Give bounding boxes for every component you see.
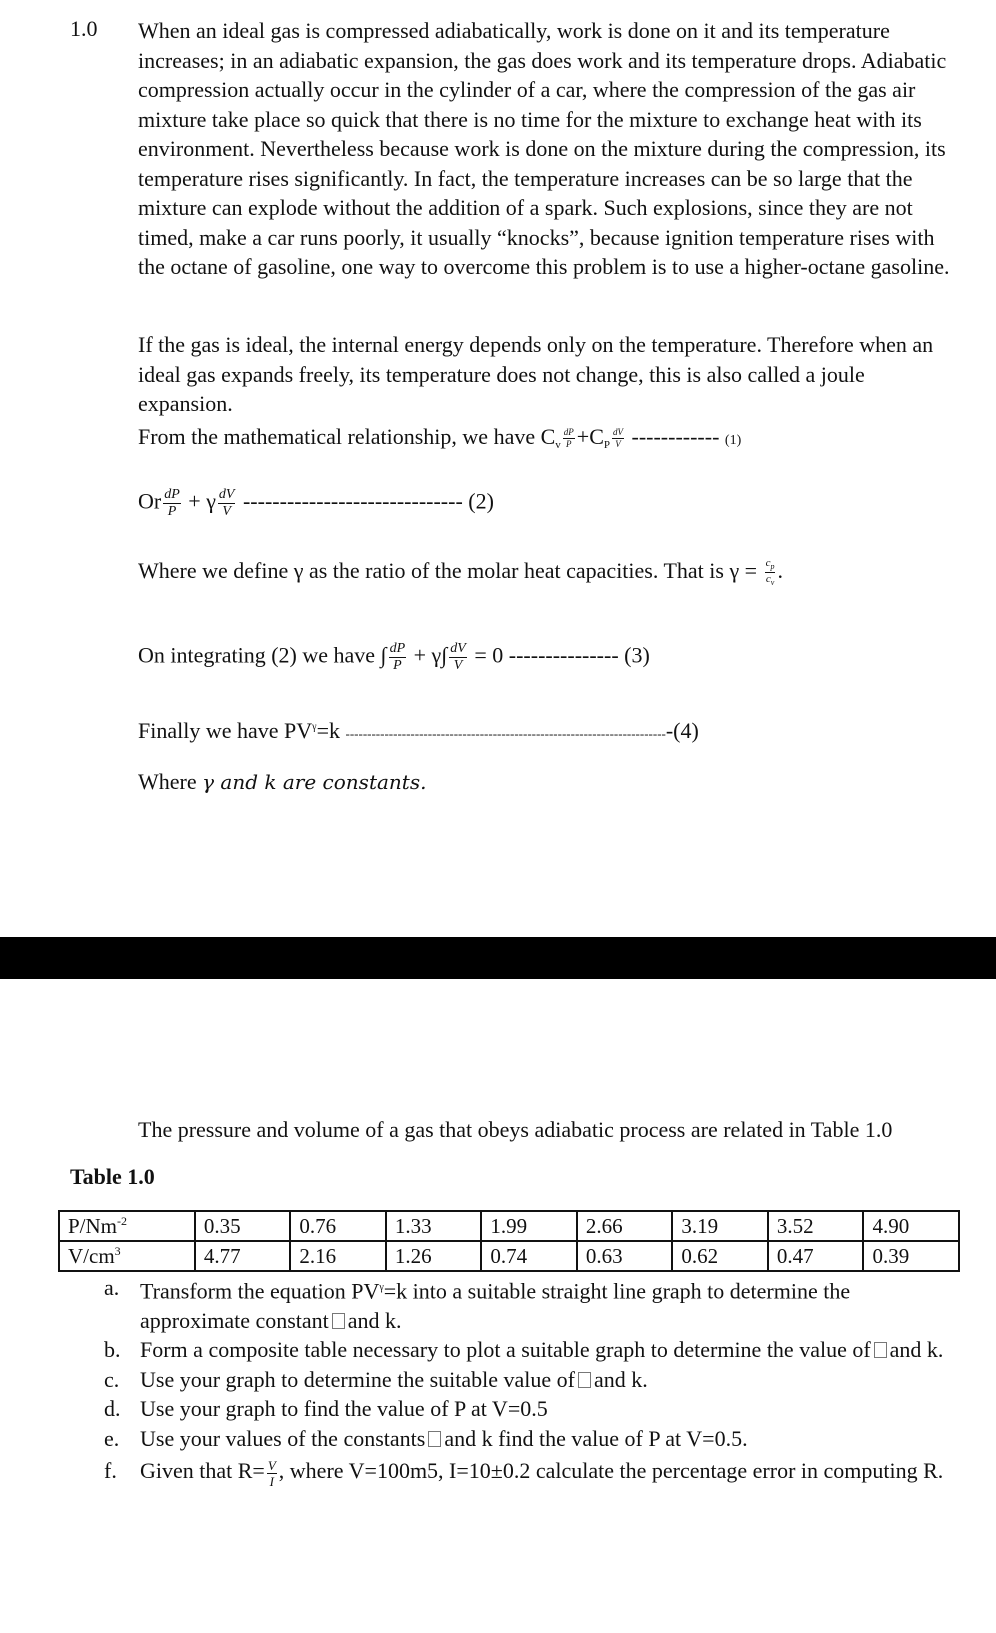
eq4-sup: γ: [312, 721, 317, 733]
v-cell: 0.39: [863, 1241, 959, 1271]
eq4-dashes: --------------------------------------------------------------------------: [345, 726, 666, 741]
eq1-prefix: From the mathematical relationship, we have C: [138, 424, 556, 449]
v-cell: 0.47: [768, 1241, 864, 1271]
question-e: e. Use your values of the constants and k find the value of P at V=0.5.: [104, 1425, 748, 1451]
missing-glyph-box: [578, 1372, 591, 1388]
p-cell: 1.99: [481, 1211, 577, 1241]
v-cell: 0.74: [481, 1241, 577, 1271]
equation-2: [138, 488, 494, 519]
question-f: f. Given that R= $\frac{V}{I}$ , where V=100m5, I=10±0.2 calculate the percentage error in computing R.: [104, 1457, 944, 1489]
eq3-frac1: $\frac{dP}{P}$: [389, 641, 406, 673]
table-row: [59, 1211, 959, 1241]
eq1-dashes: ------------: [631, 424, 720, 449]
eq1-plus: +C: [576, 424, 604, 449]
eq3-tail: = 0: [474, 642, 504, 668]
equation-3: [138, 642, 650, 673]
equation-4: [138, 718, 699, 744]
v-header: $V/cm^3$: [59, 1241, 195, 1271]
v-cell: 2.16: [290, 1241, 386, 1271]
eq1-frac2: $\frac{dV}{V}$: [613, 427, 623, 450]
missing-glyph-box: [874, 1342, 887, 1358]
eq4-number: -(4): [665, 718, 699, 743]
eq3-dashes: ---------------: [508, 642, 619, 668]
eq3-number: (3): [624, 642, 650, 668]
p-cell: 2.66: [577, 1211, 673, 1241]
question-c: c. Use your graph to determine the suitable value of and k.: [104, 1366, 648, 1392]
eq2-frac1: $\frac{dP}{P}$: [164, 487, 180, 519]
table-intro: The pressure and volume of a gas that obeys adiabatic process are related in Table 1.0: [138, 1117, 893, 1142]
question-list: [100, 1273, 960, 1489]
pressure-volume-table: [58, 1210, 960, 1272]
v-cell: 0.62: [672, 1241, 768, 1271]
p-cell: 4.90: [863, 1211, 959, 1241]
p-cell: 0.76: [290, 1211, 386, 1241]
eq2-frac2: $\frac{dV}{V}$: [218, 487, 235, 519]
question-d: d. Use your graph to find the value of P at V=0.5: [104, 1396, 548, 1422]
equation-1: [138, 424, 741, 451]
intro-paragraph: When an ideal gas is compressed adiabatically, work is done on it and its temperature increases; in an adiabatic expansion, the gas does work and its temperature drops. Adiabatic compression actually occur in the cylinder of a car, where the compression of the gas air mixture take place so quick that there is no time for the mixture to exchange heat with its environment. Nevertheless because work is done on the mixture during the compression, its temperature rises significantly. In fact, the temperature increases can be so large that the mixture can explode without the addition of a spark. Such explosions, since they are not timed, make a car runs poorly, it usually “knocks”, because ignition temperature rises with the octane of gasoline, one way to overcome this problem is to use a higher-octane gasoline.: [138, 18, 950, 279]
constants-italic: γ and k are constants.: [202, 770, 427, 794]
v-cell: 4.77: [195, 1241, 291, 1271]
p-header: $P/Nm^{-2}$: [59, 1211, 195, 1241]
v-cell: 1.26: [386, 1241, 482, 1271]
missing-glyph-box: [332, 1313, 345, 1329]
eq3-mid: + γ∫: [413, 642, 448, 668]
eq4-text: Finally we have PV: [138, 718, 313, 743]
gamma-fraction: $\frac{c_p}{c_v}$: [765, 557, 775, 588]
p-cell: 1.33: [386, 1211, 482, 1241]
eq1-number: (1): [724, 433, 742, 448]
question-a: a. Transform the equation $PV^\gamma=k$ into a suitable straight line graph to determine the approximate constant and k.: [104, 1275, 851, 1333]
eq2-prefix: Or: [138, 488, 162, 514]
eq1-sub-v: v: [555, 439, 561, 451]
eq2-mid: + γ: [188, 488, 216, 514]
question-b: b. Form a composite table necessary to plot a suitable graph to determine the value of and k.: [104, 1337, 944, 1363]
table-row: [59, 1241, 959, 1271]
eq3-frac2: $\frac{dV}{V}$: [450, 641, 466, 673]
table-title: Table 1.0: [70, 1164, 155, 1189]
eq1-sub-p: P: [603, 439, 610, 451]
p-cell: 0.35: [195, 1211, 291, 1241]
eq1-frac1: $\frac{dP}{P}$: [563, 427, 574, 450]
r-fraction: $\frac{V}{I}$: [267, 1457, 276, 1489]
missing-glyph-box: [428, 1431, 441, 1447]
p-cell: 3.52: [768, 1211, 864, 1241]
joule-paragraph: If the gas is ideal, the internal energy depends only on the temperature. Therefore when an ideal gas expands freely, its temperature does not change, this is also called a joule expansion.: [138, 332, 934, 416]
constants-line: [138, 769, 426, 795]
eq3-prefix: On integrating (2) we have ∫: [138, 642, 387, 668]
gamma-definition: [138, 558, 783, 587]
eq2-dashes: ------------------------------: [242, 488, 463, 514]
p-cell: 3.19: [672, 1211, 768, 1241]
section-number: 1.0: [70, 16, 98, 41]
v-cell: 0.63: [577, 1241, 673, 1271]
redaction-bar: [0, 937, 996, 979]
gamma-end: .: [777, 558, 783, 583]
eq4-after: =k: [316, 718, 340, 743]
eq2-number: (2): [468, 488, 494, 514]
constants-prefix: Where: [138, 769, 197, 794]
gamma-text: Where we define γ as the ratio of the molar heat capacities. That is γ =: [138, 558, 758, 583]
